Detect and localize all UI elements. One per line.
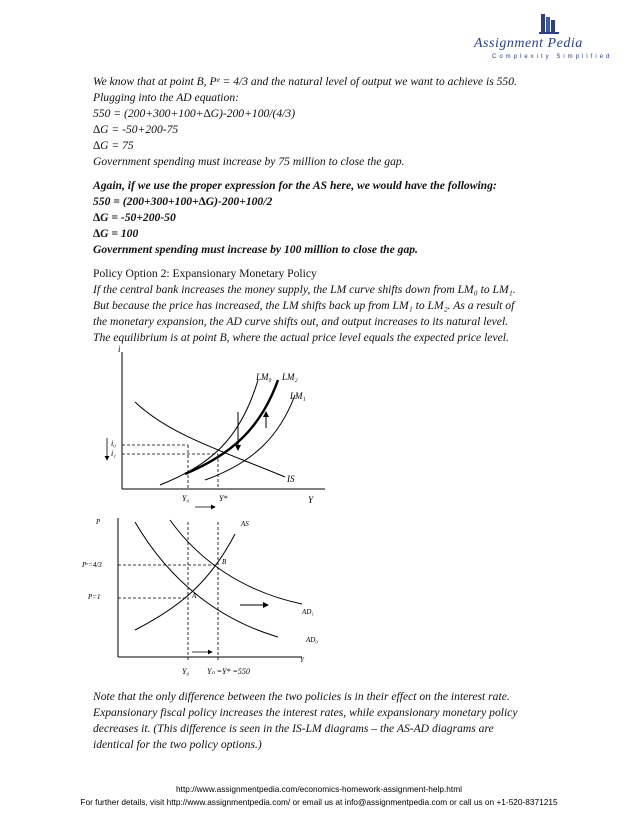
monetary-policy-paragraph	[93, 266, 593, 346]
text-line: The equilibrium is at point B, where the actual price level equals the expected price level.	[93, 331, 509, 344]
point-b-label: B	[222, 558, 227, 566]
as-ad-diagram	[80, 512, 350, 682]
text-line: Plugging into the AD equation:	[93, 91, 239, 104]
y-axis-label: i	[118, 344, 121, 354]
text-line: ∆G = -50+200-50	[93, 211, 176, 224]
lm0-curve	[160, 380, 258, 485]
text-line: We know that at point B, Pᵉ = 4/3 and the natural level of output we want to achieve is 550.	[93, 75, 517, 88]
is-label: IS	[287, 474, 295, 484]
ystar-label: Y*	[219, 494, 228, 503]
text-line: decreases it. (This difference is seen in the IS-LM diagrams – the AS-AD diagrams are	[93, 722, 494, 735]
comparison-paragraph	[93, 689, 593, 753]
text-line: Expansionary fiscal policy increases the interest rates, while expansionary monetary policy	[93, 706, 518, 719]
fiscal-calculation-paragraph	[93, 74, 593, 170]
is-lm-diagram	[80, 340, 350, 510]
lm2-label: LM₂	[282, 372, 298, 382]
lm1-label: LM₁	[290, 391, 306, 401]
point-a-label: A	[192, 592, 197, 600]
x-axis-label: Y	[308, 495, 314, 505]
text-line: ∆G = -50+200-75	[93, 123, 179, 136]
book-stack-icon	[538, 12, 560, 34]
text-line: Again, if we use the proper expression for the AS here, we would have the following:	[93, 179, 497, 192]
y-axis-label: P	[96, 518, 101, 526]
text-line: 550 = (200+300+100+∆G)-200+100/(4/3)	[93, 107, 296, 120]
assignmentpedia-logo	[470, 10, 630, 60]
footer-url[interactable]: http://www.assignmentpedia.com/economics-homework-assignment-help.html	[176, 784, 462, 794]
yn-label: Yₙ =Y* =550	[207, 667, 250, 676]
text-line: Government spending must increase by 75 million to close the gap.	[93, 155, 405, 168]
footer-contact: For further details, visit http://www.assignmentpedia.com/ or email us at info@assignmentpedia.com or call us on +1-520-8371215	[80, 797, 558, 807]
text-line: 550 = (200+300+100+∆G)-200+100/2	[93, 195, 273, 208]
lm2-curve	[185, 380, 278, 474]
proper-as-paragraph	[93, 178, 593, 258]
text-line: But because the price has increased, the LM shifts back up from LM₁ to LM₂. As a result of	[93, 299, 515, 312]
logo-tagline: Complexity Simplified	[492, 54, 613, 60]
pe-label: Pᵉ=4/3	[82, 561, 102, 569]
text-line: Government spending must increase by 100 million to close the gap.	[93, 243, 418, 256]
lm0-label: LM₀	[256, 372, 272, 382]
as-label: AS	[241, 520, 249, 528]
ad0-curve	[135, 522, 278, 637]
y0-label: Y₀	[182, 667, 190, 676]
ad1-curve	[170, 520, 302, 604]
text-line: ∆G = 75	[93, 139, 134, 152]
x-axis-label: Y	[300, 656, 304, 664]
text-line: the monetary expansion, the AD curve shifts out, and output increases to its natural level.	[93, 315, 509, 328]
logo-wordmark: Assignment Pedia	[474, 36, 583, 51]
y0-label: Y₀	[182, 494, 190, 503]
p1-label: P=1	[88, 593, 101, 601]
text-line: Note that the only difference between the two policies is in their effect on the interest rate.	[93, 690, 510, 703]
text-line: ∆G = 100	[93, 227, 139, 240]
i1-label: i₁	[111, 449, 117, 458]
as-curve	[135, 534, 235, 630]
ad0-label: AD₀	[306, 636, 318, 644]
text-line: If the central bank increases the money supply, the LM curve shifts down from LM₀ to LM₁.	[93, 283, 516, 296]
ad1-label: AD₁	[302, 608, 314, 616]
text-line: identical for the two policy options.)	[93, 738, 262, 751]
section-title: Policy Option 2: Expansionary Monetary Policy	[93, 267, 317, 280]
i0-label: i₀	[111, 439, 117, 448]
lm1-curve	[205, 395, 295, 480]
